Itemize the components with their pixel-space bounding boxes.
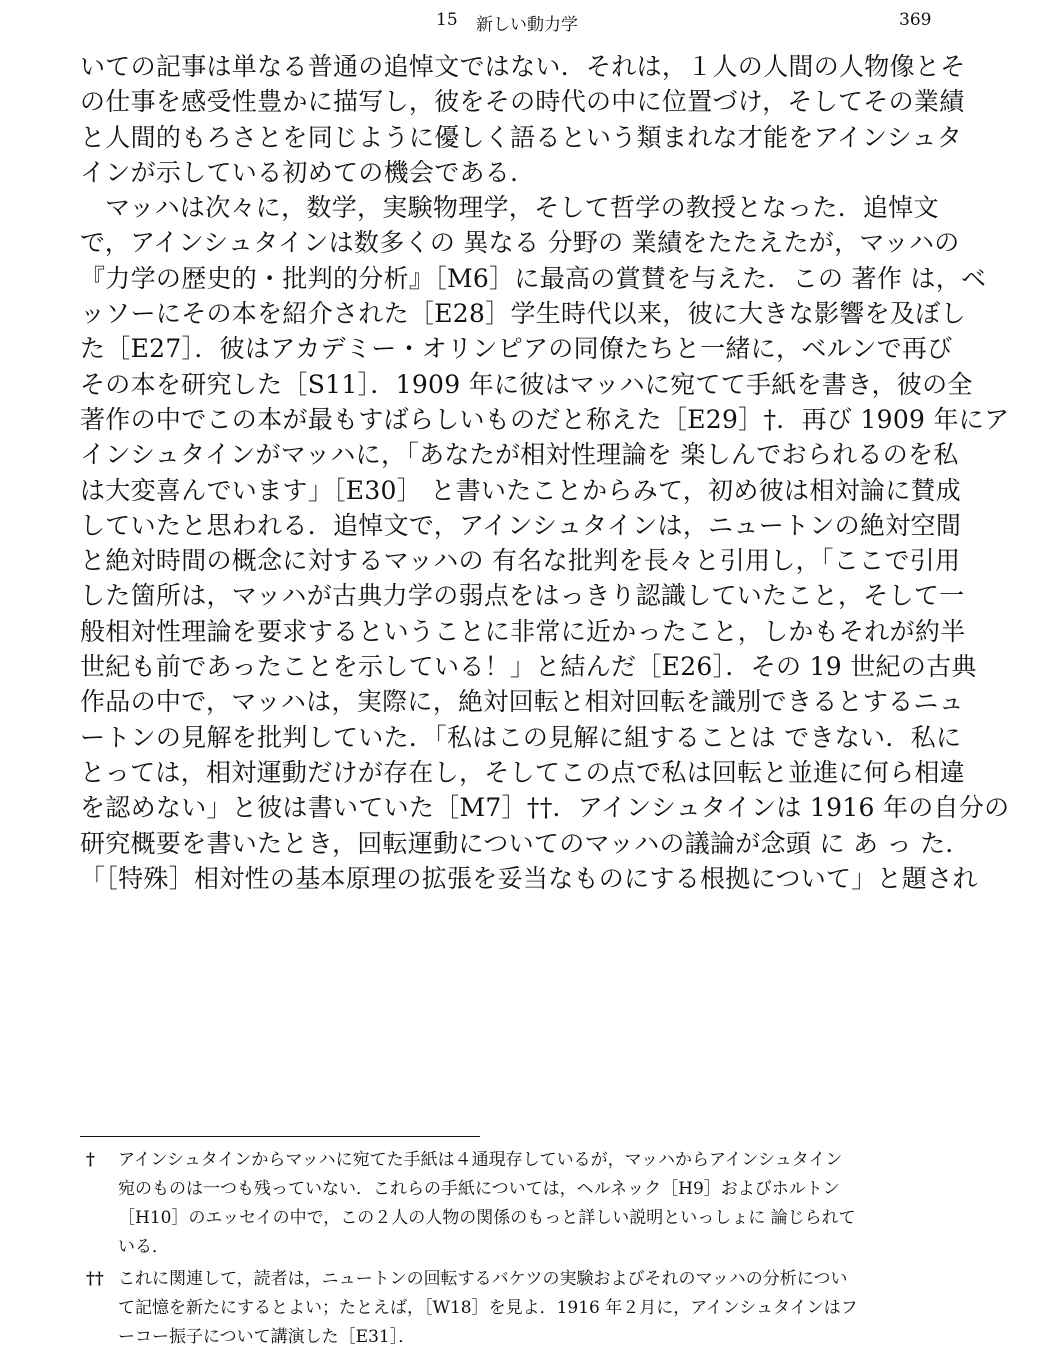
text-line: 作品の中で，マッハは，実際に，絶対回転と相対回転を識別できるとするニュ xyxy=(80,687,965,717)
running-header xyxy=(0,10,1037,36)
text-line: 世紀も前であったことを示している！」と結んだ［E26］．その 19 世紀の古典 xyxy=(80,652,977,682)
text-line: ッソーにその本を紹介された［E28］学生時代以来，彼に大きな影響を及ぼし xyxy=(80,299,966,329)
text-line: インシュタインがマッハに，「あなたが相対性理論を 楽しんでおられるのを私 xyxy=(80,440,959,470)
text-line: インが示している初めての機会である． xyxy=(80,157,536,187)
footnote-line: ［H10］のエッセイの中で，この２人の人物の関係のもっと詳しい説明といっしょに 論じられて xyxy=(118,1208,856,1228)
footnote-line: て記憶を新たにするとよい；たとえば，［W18］を見よ．1916 年２月に，アインシュタインはフ xyxy=(118,1298,858,1318)
text-line: その本を研究した［S11］．1909 年に彼はマッハに宛てて手紙を書き，彼の全 xyxy=(80,369,973,399)
footnote-line: これに関連して，読者は，ニュートンの回転するバケツの実験およびそれのマッハの分析につい xyxy=(118,1269,848,1289)
text-line: 般相対性理論を要求するということに非常に近かったこと，しかもそれが約半 xyxy=(80,616,966,646)
footnotes xyxy=(86,1146,966,1355)
page-number: 369 xyxy=(899,10,932,30)
footnote-mark: †† xyxy=(86,1269,104,1289)
text-line: していたと思われる．追悼文で，アインシュタインは，ニュートンの絶対空間 xyxy=(80,510,962,540)
text-line: を認めない」と彼は書いていた［M7］††．アインシュタインは 1916 年の自分の xyxy=(80,793,1010,823)
text-line: マッハは次々に，数学，実験物理学，そして哲学の教授となった．追悼文 xyxy=(105,193,939,223)
footnote-mark: † xyxy=(86,1150,95,1170)
footnote-dagger xyxy=(86,1146,966,1262)
chapter-title: 新しい動力学 xyxy=(476,15,578,35)
text-line: は大変喜んでいます」［E30］ と書いたことからみて，初め彼は相対論に賛成 xyxy=(80,475,962,505)
text-line: いての記事は単なる普通の追悼文ではない．それは，１人の人間の人物像とそ xyxy=(80,52,966,81)
text-line: と絶対時間の概念に対するマッハの 有名な批判を長々と引用し，「ここで引用 xyxy=(80,546,961,576)
text-line: と人間的もろさとを同じように優しく語るという類まれな才能をアインシュタ xyxy=(80,122,963,152)
body-text xyxy=(80,49,1010,896)
footnote-line: ーコー振子について講演した［E31］． xyxy=(118,1327,416,1347)
text-line: 研究概要を書いたとき，回転運動についてのマッハの議論が念頭 に あ っ た． xyxy=(80,828,971,858)
text-line: で，アインシュタインは数多くの 異なる 分野の 業績をたたえたが，マッハの xyxy=(80,228,960,258)
footnote-divider xyxy=(80,1136,480,1137)
chapter-number: 15 xyxy=(436,10,458,30)
text-line: 「［特殊］相対性の基本原理の拡張を妥当なものにする根拠について」と題され xyxy=(80,863,978,893)
text-line: た［E27］．彼はアカデミー・オリンピアの同僚たちと一緒に，ベルンで再び xyxy=(80,334,953,364)
footnote-double-dagger xyxy=(86,1265,966,1352)
text-line: 『力学の歴史的・批判的分析』［M6］に最高の賞賛を与えた．この 著作 は，ベ xyxy=(80,263,987,293)
footnote-line: アインシュタインからマッハに宛てた手紙は４通現存しているが，マッハからアインシュタイン xyxy=(118,1150,843,1170)
footnote-line: 宛のものは一つも残っていない．これらの手紙については，ヘルネック［H9］およびホルトン xyxy=(118,1179,840,1199)
text-line: した箇所は，マッハが古典力学の弱点をはっきり認識していたこと，そして一 xyxy=(80,581,965,611)
text-line: 著作の中でこの本が最もすばらしいものだと称えた［E29］†．再び 1909 年にア xyxy=(80,404,1010,434)
text-line: とっては，相対運動だけが存在し，そしてこの点で私は回転と並進に何ら相違 xyxy=(80,757,966,787)
text-line: の仕事を感受性豊かに描写し，彼をその時代の中に位置づけ，そしてその業績 xyxy=(80,87,965,117)
footnote-line: いる． xyxy=(118,1237,169,1257)
text-line: ートンの見解を批判していた．「私はこの見解に組することは できない．私に xyxy=(80,722,962,752)
